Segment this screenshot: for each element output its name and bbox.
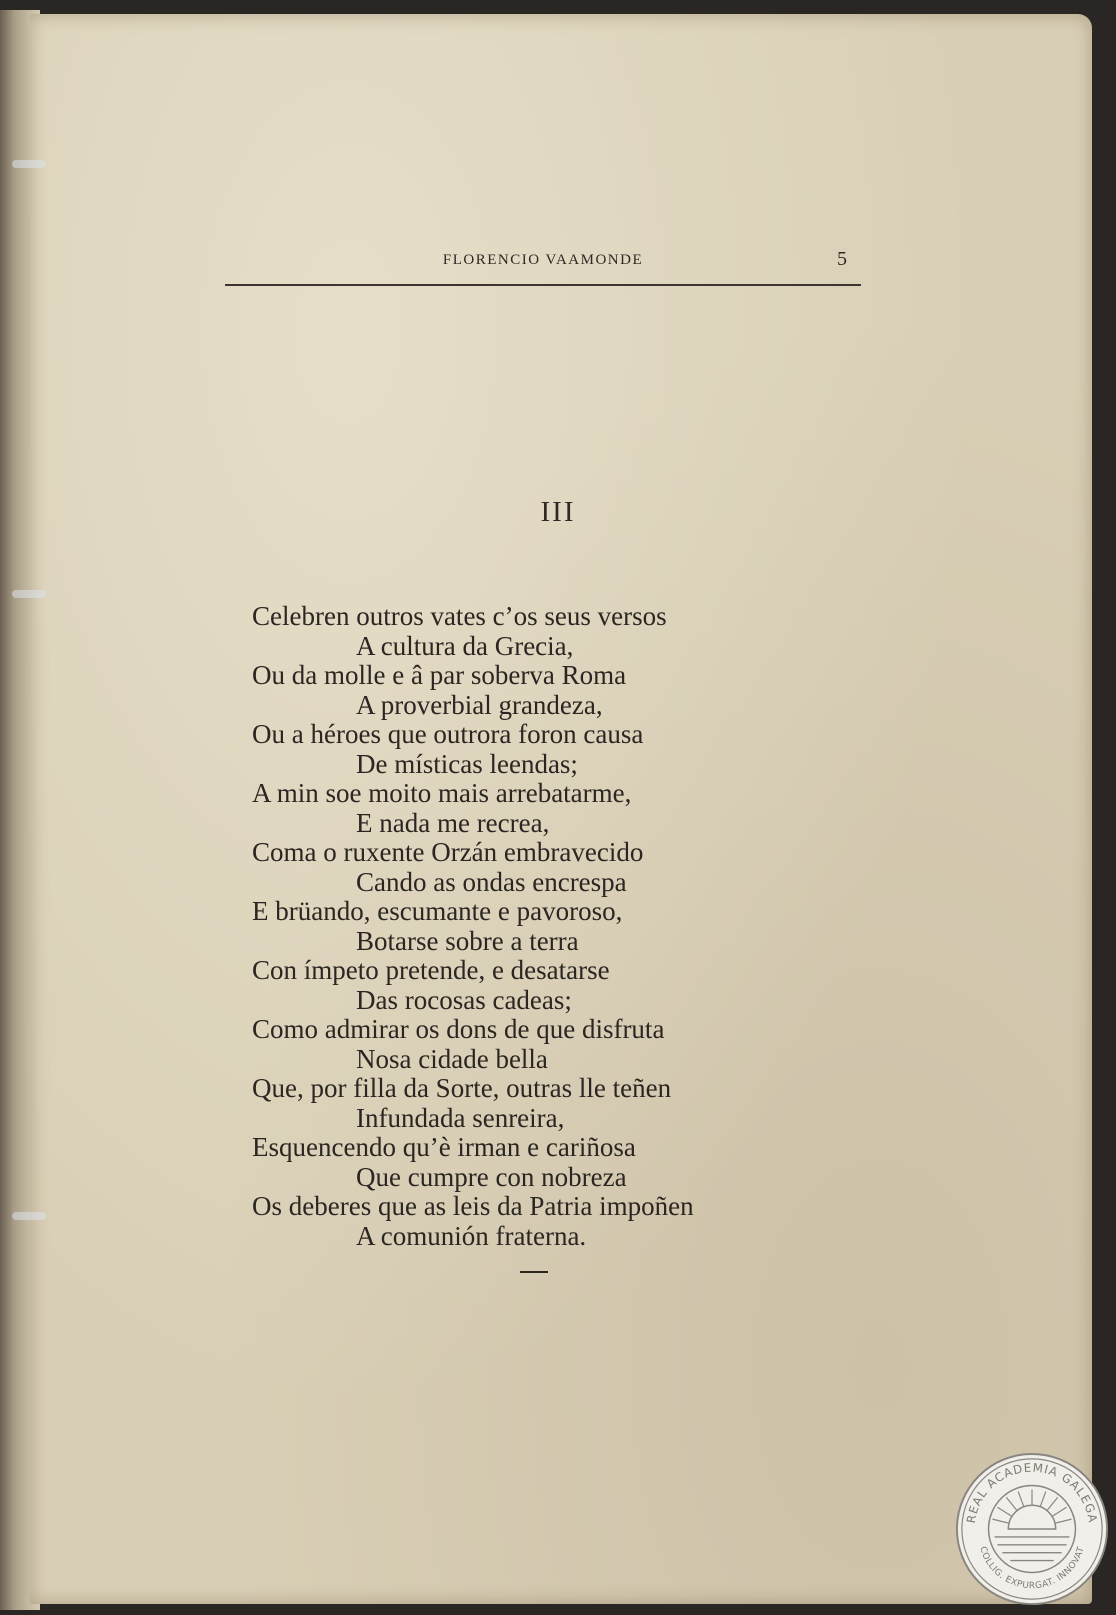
poem-line: Das rocosas cadeas;: [356, 984, 572, 1015]
running-head-author: FLORENCIO VAAMONDE: [442, 252, 644, 268]
poem-line: Esquencendo qu’è irman e cariñosa: [252, 1132, 636, 1162]
poem-line: A proverbial grandeza,: [356, 689, 603, 720]
scan-artifact: [12, 1212, 46, 1220]
page-number: 5: [837, 248, 847, 270]
poem-line: Celebren outros vates c’os seus versos: [252, 601, 667, 631]
poem-line: A cultura da Grecia,: [356, 630, 574, 661]
seal-outer-text: REAL ACADEMIA GALEGA: [963, 1460, 1101, 1525]
end-dash: [520, 1271, 548, 1273]
running-header: [225, 248, 861, 286]
poem-line: Cando as ondas encrespa: [356, 866, 627, 897]
seal-inner-text: COLLIG. EXPURGAT. INNOVAT: [977, 1545, 1087, 1592]
poem-line: A comunión fraterna.: [356, 1220, 587, 1251]
poem-line: E nada me recrea,: [356, 807, 550, 838]
scan-artifact: [12, 590, 46, 598]
poem-line: Ou a héroes que outrora foron causa: [252, 719, 644, 749]
poem-line: A min soe moito mais arrebatarme,: [252, 778, 632, 808]
poem-line: Como admirar os dons de que disfruta: [252, 1014, 665, 1044]
poem-line: Con ímpeto pretende, e desatarse: [252, 955, 610, 985]
section-numeral: III: [540, 496, 576, 528]
poem-stanza: [252, 602, 872, 1251]
library-seal-icon: [953, 1450, 1111, 1608]
poem-line: E brüando, escumante e pavoroso,: [252, 896, 623, 926]
poem-line: Ou da molle e â par soberva Roma: [252, 660, 627, 690]
poem-line: Que, por filla da Sorte, outras lle teñen: [252, 1073, 672, 1103]
poem-line: De místicas leendas;: [356, 748, 578, 779]
poem-line: Que cumpre con nobreza: [356, 1161, 627, 1192]
poem-line: Coma o ruxente Orzán embravecido: [252, 837, 644, 867]
poem-line: Botarse sobre a terra: [356, 925, 579, 956]
poem-line: Infundada senreira,: [356, 1102, 565, 1133]
poem-line: Os deberes que as leis da Patria impoñen: [252, 1191, 694, 1221]
scan-artifact: [12, 160, 46, 168]
poem-line: Nosa cidade bella: [356, 1043, 548, 1074]
